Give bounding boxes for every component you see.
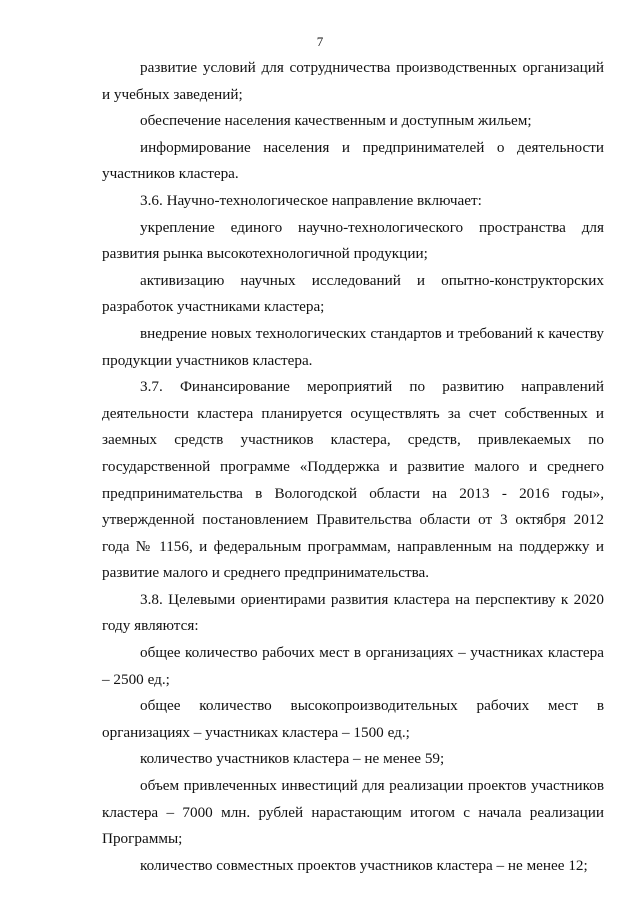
paragraph: количество совместных проектов участников кластера – не менее 12;	[140, 856, 588, 874]
paragraph: информирование населения и предпринимателей о деятельности участников кластера.	[102, 138, 604, 183]
paragraph: объем привлеченных инвестиций для реализации проектов участников кластера – 7000 млн. рублей нарастающим итогом с начала реализации Программы;	[102, 777, 604, 848]
paragraph: обеспечение населения качественным и доступным жильем;	[140, 112, 532, 130]
paragraph: количество участников кластера – не менее 59;	[140, 750, 445, 768]
section-heading: 3.8. Целевыми ориентирами развития кластера на перспективу к 2020 году являются:	[102, 590, 604, 635]
paragraph: 3.7. Финансирование мероприятий по развитию направлений деятельности кластера планируется осуществлять за счет собственных и заемных средств участников кластера, средств, привлекаемых по государственной программе «Поддержка и развитие малого и среднего предпринимательства в Вологодской области на 2013 - 2016 годы», утвержденной постановлением Правительства области от 3 октября 2012 года № 1156, и федеральным программам, направленным на поддержку и развитие малого и среднего предпринимательства.	[102, 378, 604, 582]
paragraph: активизацию научных исследований и опытно-конструкторских разработок участниками кластера;	[102, 271, 604, 316]
page-number: 7	[316, 34, 324, 49]
document-body	[102, 55, 604, 879]
paragraph: укрепление единого научно-технологического пространства для развития рынка высокотехнологичной продукции;	[102, 218, 604, 263]
paragraph: развитие условий для сотрудничества производственных организаций и учебных заведений;	[102, 59, 604, 103]
paragraph: общее количество высокопроизводительных рабочих мест в организациях – участниках кластера – 1500 ед.;	[102, 697, 604, 741]
paragraph: общее количество рабочих мест в организациях – участниках кластера – 2500 ед.;	[102, 644, 604, 688]
section-heading: 3.6. Научно-технологическое направление включает:	[140, 191, 482, 209]
paragraph: внедрение новых технологических стандартов и требований к качеству продукции участников кластера.	[102, 324, 604, 369]
